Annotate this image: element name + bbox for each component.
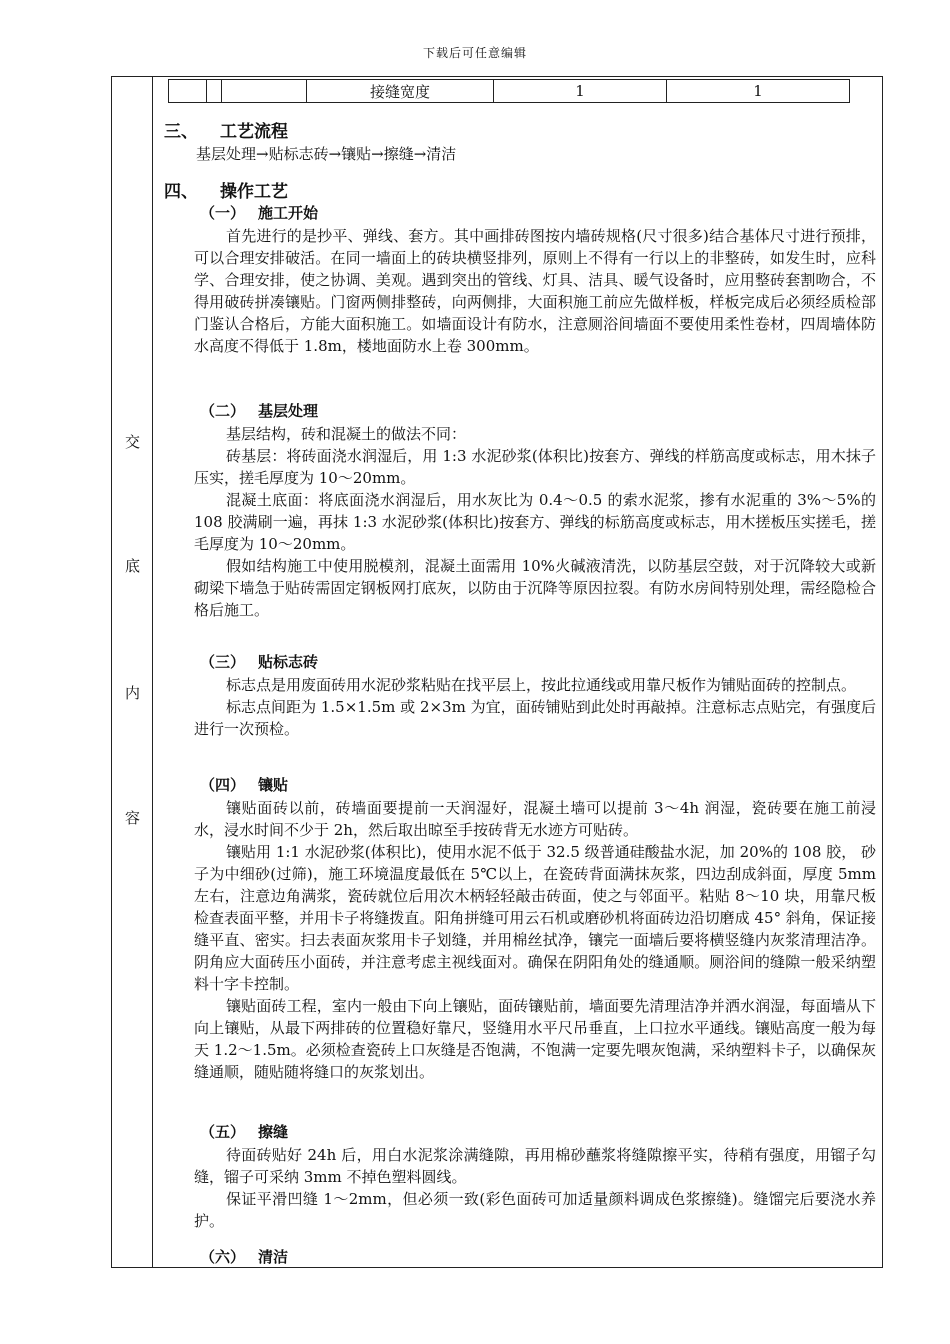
subsection-heading bbox=[200, 400, 318, 421]
section-title: 操作工艺 bbox=[220, 182, 288, 202]
paragraph: 待面砖贴好 24h 后，用白水泥浆涂满缝隙，再用棉砂蘸浆将缝隙擦平实，待稍有强度，用镏子勾缝，镏子可采纳 3mm 不掉色塑料圆线。 bbox=[194, 1146, 876, 1186]
paragraph: 镶贴面砖以前，砖墙面要提前一天润湿好，混凝土墙可以提前 3～4h 润湿，瓷砖要在施工前浸水，浸水时间不少于 2h，然后取出晾至手按砖背无水迹方可贴砖。 bbox=[194, 799, 876, 839]
paragraph-block bbox=[194, 674, 876, 740]
table-cell bbox=[207, 80, 222, 103]
process-flow: 基层处理→贴标志砖→镶贴→擦缝→清洁 bbox=[196, 145, 457, 163]
subsection-heading bbox=[200, 1246, 288, 1267]
page-header: 下载后可任意编辑 bbox=[422, 46, 527, 60]
subsection-title: 镶贴 bbox=[258, 776, 289, 794]
paragraph: 镶贴面砖工程，室内一般由下向上镶贴，面砖镶贴前，墙面要先清理洁净并洒水润湿，每面墙从下向上镶贴，从最下两排砖的位置稳好靠尺，竖缝用水平尺吊垂直，上口拉水平通线。镶贴高度一般为每天 1.2～1.5m。必须检查瓷砖上口灰缝是否饱满，不饱满一定要先喂灰饱满，采纳塑料卡子，以确保灰缝通顺，随贴随将缝口的灰浆划出。 bbox=[194, 997, 876, 1081]
subsection-title: 擦缝 bbox=[258, 1123, 289, 1141]
paragraph: 基层结构，砖和混凝土的做法不同： bbox=[226, 425, 467, 443]
subsection-number: （四） bbox=[200, 776, 246, 794]
left-label-char: 底 bbox=[124, 557, 140, 575]
subsection-heading bbox=[200, 651, 318, 672]
paragraph: 标志点间距为 1.5×1.5m 或 2×3m 为宜，面砖铺贴到此处时再敲掉。注意标志点贴完，有强度后进行一次预检。 bbox=[194, 698, 876, 738]
subsection-number: （六） bbox=[200, 1248, 246, 1266]
subsection-title: 清洁 bbox=[258, 1248, 289, 1266]
subsection-title: 贴标志砖 bbox=[258, 653, 319, 671]
section-title: 工艺流程 bbox=[220, 122, 288, 142]
left-label-column bbox=[112, 77, 153, 1267]
spec-table bbox=[168, 79, 850, 103]
paragraph: 混凝土底面：将底面浇水润湿后，用水灰比为 0.4～0.5 的索水泥浆，掺有水泥重的 3%～5%的 108 胶满刷一遍，再抹 1:3 水泥砂浆(体积比)按套方、弹线的标筋高度或标志，用木搓板压实搓毛，搓毛厚度为 10～20mm。 bbox=[194, 491, 876, 553]
left-label-char: 内 bbox=[124, 684, 140, 702]
paragraph-block bbox=[194, 225, 876, 357]
table-cell bbox=[222, 80, 307, 103]
left-label-char: 容 bbox=[124, 809, 140, 827]
paragraph: 砖基层：将砖面浇水润湿后，用 1:3 水泥砂浆(体积比)按套方、弹线的样筋高度或标志，用木抹子压实，搓毛厚度为 10～20mm。 bbox=[194, 447, 876, 487]
subsection-heading bbox=[200, 1121, 288, 1142]
section-heading bbox=[164, 117, 288, 142]
paragraph: 首先进行的是抄平、弹线、套方。其中画排砖图按内墙砖规格(尺寸很多)结合基体尺寸进行预排，可以合理安排破活。在同一墙面上的砖块横竖排列，原则上不得有一行以上的非整砖，如发生时，应科学、合理安排，使之协调、美观。遇到突出的管线、灯具、洁具、暖气设备时，应用整砖套割吻合，不得用破砖拼凑镶贴。门窗两侧排整砖，向两侧排，大面积施工前应先做样板，样板完成后必须经质检部门鉴认合格后，方能大面积施工。如墙面设计有防水，注意厕浴间墙面不要使用柔性卷材，四周墙体防水高度不得低于 1.8m，楼地面防水上卷 300mm。 bbox=[194, 227, 876, 355]
subsection-title: 基层处理 bbox=[258, 402, 319, 420]
paragraph: 镶贴用 1:1 水泥砂浆(体积比)，使用水泥不低于 32.5 级普通硅酸盐水泥，加 20%的 108 胶， 砂子为中细砂(过筛)，施工环境温度最低在 5℃以上，在瓷砖背面满抹灰浆，四边刮成斜面，厚度 5mm 左右，注意边角满浆，瓷砖就位后用次木柄轻轻敲击砖面，使之与邻面平。粘贴 8～10 块，用靠尺板检查表面平整，并用卡子将缝拨直。阳角拼缝可用云石机或磨砂机将面砖边沿切磨成 45° 斜角，保证接缝平直、密实。扫去表面灰浆用卡子划缝，并用棉丝拭净，镶完一面墙后要将横竖缝内灰浆清理洁净。阴角应大面砖压小面砖，并注意考虑主视线面对。确保在阴阳角处的缝通顺。厕浴间的缝隙一般采纳塑料十字卡控制。 bbox=[194, 843, 876, 993]
section-heading bbox=[164, 177, 288, 202]
subsection-title: 施工开始 bbox=[258, 204, 319, 222]
spec-value-cell: 1 bbox=[667, 80, 850, 103]
spec-item-cell: 接缝宽度 bbox=[307, 80, 494, 103]
table-cell bbox=[169, 80, 207, 103]
paragraph-block bbox=[194, 423, 876, 621]
section-number: 四、 bbox=[164, 182, 198, 202]
left-label-char: 交 bbox=[124, 433, 140, 451]
paragraph: 标志点是用废面砖用水泥砂浆粘贴在找平层上，按此拉通线或用靠尺板作为铺贴面砖的控制点。 bbox=[226, 676, 857, 694]
paragraph: 保证平滑凹缝 1～2mm，但必须一致(彩色面砖可加适量颜料调成色浆擦缝)。缝馏完后要浇水养护。 bbox=[194, 1190, 876, 1230]
spec-value-cell: 1 bbox=[494, 80, 667, 103]
paragraph: 假如结构施工中使用脱模剂，混凝土面需用 10%火碱液清洗，以防基层空鼓，对于沉降较大或新砌梁下墙急于贴砖需固定钢板网打底灰，以防由于沉降等原因拉裂。有防水房间特别处理，需经隐检合格后施工。 bbox=[194, 557, 876, 619]
subsection-number: （三） bbox=[200, 653, 246, 671]
table-row bbox=[169, 80, 850, 103]
subsection-number: （一） bbox=[200, 204, 246, 222]
subsection-number: （五） bbox=[200, 1123, 246, 1141]
paragraph-block bbox=[194, 1144, 876, 1232]
subsection-number: （二） bbox=[200, 402, 246, 420]
subsection-heading bbox=[200, 774, 288, 795]
section-number: 三、 bbox=[164, 122, 198, 142]
subsection-heading bbox=[200, 202, 318, 223]
content-area bbox=[154, 77, 882, 1267]
paragraph-block bbox=[194, 797, 876, 1083]
disclosure-table bbox=[111, 76, 883, 1268]
